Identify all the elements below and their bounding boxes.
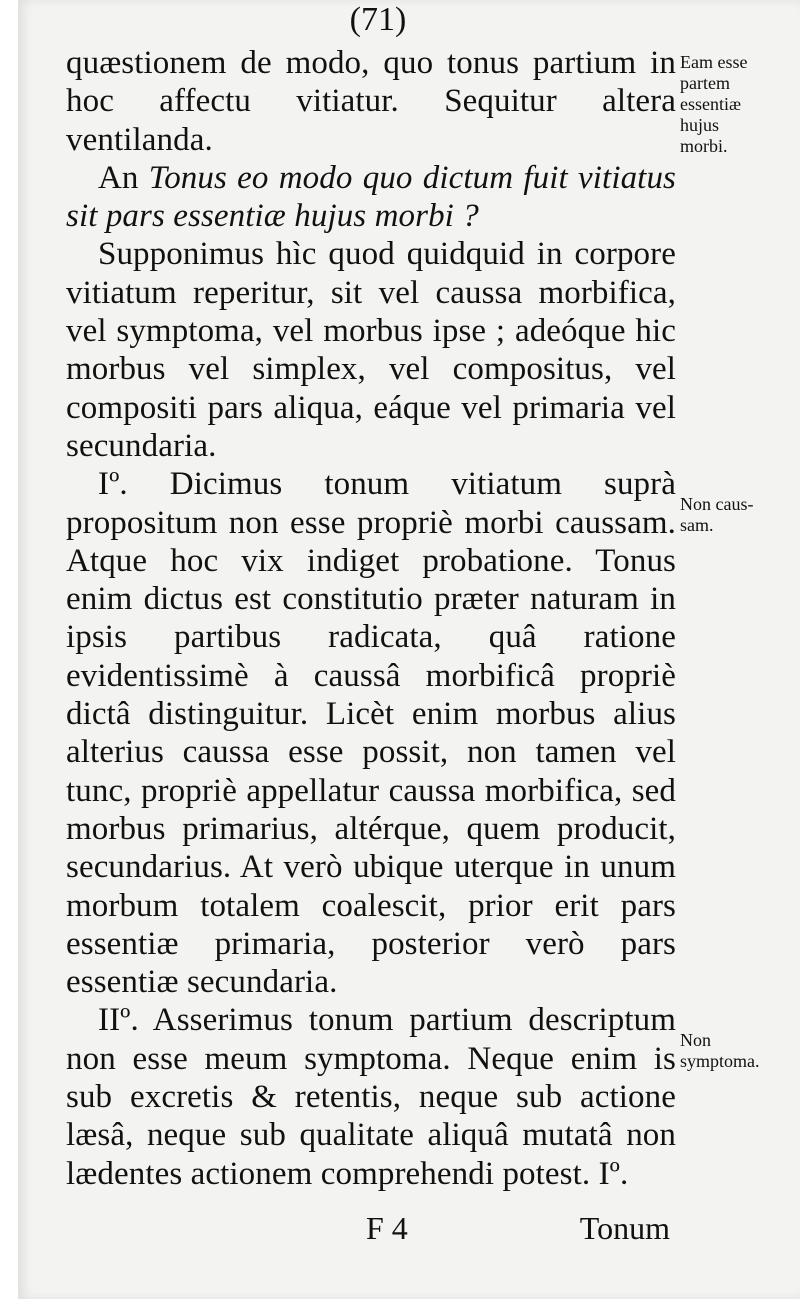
intro-paragraph: quæstionem de modo, quo tonus partium in hoc affectu vitiatur. Sequitur altera ventilanda. xyxy=(66,45,676,158)
question-text: Tonus eo modo quo dictum fuit vitiatus sit pars essentiæ hujus morbi ? xyxy=(66,159,676,235)
page-number: (71) xyxy=(349,1,407,38)
paragraph-secundum: IIº. Asserimus tonum partium descriptum non esse meum symptoma. Neque enim is sub excretis & retentis, neque sub actione læsâ, neque sub qualitate aliquâ mutatâ non lædentes actionem comprehendi potest. Iº. xyxy=(66,1002,676,1192)
paragraph-suppositio: Supponimus hìc quod quidquid in corpore vitiatum reperitur, sit vel caussa morbifica, vel symptoma, vel morbus ipse ; adeóque hic morbus vel simplex, vel compositus, vel compositi pars aliqua, eáque vel primaria vel secundaria. xyxy=(66,236,676,464)
margin-note-caussa xyxy=(680,494,800,536)
margin-note-symptoma xyxy=(680,1030,800,1072)
catchword: Tonum xyxy=(579,1210,670,1246)
paragraph-primum: Iº. Dicimus tonum vitiatum suprà propositum non esse propriè morbi caussam. Atque hoc vix indiget probatione. Tonus enim dictus est constitutio præter naturam in ipsis partibus radicata, quâ ratione evidentissimè à caussâ morbificâ propriè dictâ distinguitur. Licèt enim morbus alius alterius caussa esse possit, non tamen vel tunc, propriè appellatur caussa morbifica, sed morbus primarius, altérque, quem producit, secundarius. At verò ubique uterque in unum morbum totalem coalescit, prior erit pars essentiæ primaria, posterior verò pars essentiæ secundaria. xyxy=(66,466,676,1001)
question-heading xyxy=(66,159,676,236)
margin-line: morbi. xyxy=(680,136,728,156)
margin-line: partem xyxy=(680,73,730,93)
margin-line: symptoma. xyxy=(680,1051,760,1071)
margin-note-essentia xyxy=(680,52,800,157)
margin-line: essentiæ xyxy=(680,94,741,114)
signature-mark: F 4 xyxy=(366,1210,408,1246)
margin-line: hujus xyxy=(680,115,720,135)
margin-line: Eam esse xyxy=(680,52,748,72)
main-text xyxy=(66,44,676,1193)
book-page xyxy=(18,0,800,1299)
margin-line: sam. xyxy=(680,515,714,535)
question-lead: An xyxy=(98,159,139,196)
margin-line: Non caus- xyxy=(680,494,754,514)
page-footer xyxy=(66,1210,676,1250)
margin-line: Non xyxy=(680,1030,711,1050)
